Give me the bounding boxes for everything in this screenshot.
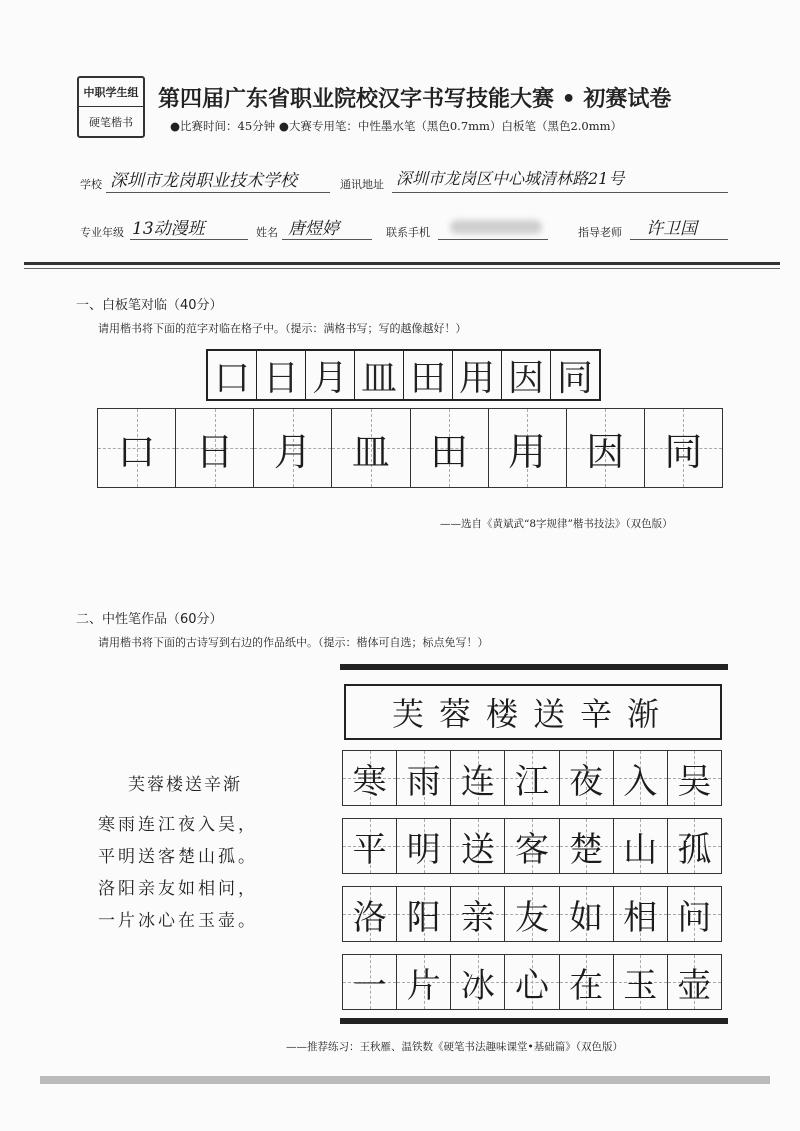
practice-cell: [489, 409, 567, 487]
poem-line: 一片冰心在玉壶。: [98, 911, 258, 931]
artwork-cell: [614, 751, 668, 805]
model-char: 用: [453, 351, 502, 399]
model-char: 日: [257, 351, 306, 399]
poem-line: 洛阳亲友如相问，: [98, 879, 258, 899]
artwork-title-box: [344, 684, 722, 740]
written-char: 壶: [677, 965, 712, 1006]
school-field: [106, 164, 330, 193]
grade-field: [130, 212, 248, 240]
practice-cell: [98, 409, 176, 487]
artwork-grid-row: [342, 818, 722, 874]
model-characters-row: [206, 349, 601, 401]
written-char: 明: [406, 829, 441, 870]
grade-label: 专业年级: [80, 226, 124, 239]
grade-value: 13动漫班: [132, 219, 205, 239]
phone-redacted-blur: [450, 220, 542, 234]
written-char: 同: [664, 429, 703, 474]
artwork-cell: [668, 819, 721, 873]
written-char: 友: [514, 897, 549, 938]
section1-title: 一、白板笔对临（40分）: [76, 298, 223, 313]
written-char: 因: [586, 429, 625, 474]
artwork-cell: [343, 751, 397, 805]
section2-source: ——推荐练习：王秋雁、温铁数《硬笔书法趣味课堂•基础篇》（双色版）: [286, 1041, 623, 1053]
address-label: 通讯地址: [340, 178, 384, 191]
artwork-cell: [397, 819, 451, 873]
written-char: 客: [514, 829, 549, 870]
written-char: 吴: [677, 761, 712, 802]
written-char: 寒: [352, 761, 387, 802]
artwork-cell: [614, 887, 668, 941]
artwork-cell: [560, 955, 614, 1009]
poem-title: 芙蓉楼送辛渐: [128, 775, 242, 795]
written-char: 冰: [460, 965, 495, 1006]
practice-grid-row: [97, 408, 723, 488]
artwork-cell: [560, 819, 614, 873]
header-divider: [24, 262, 780, 265]
practice-cell: [332, 409, 410, 487]
written-char: 孤: [677, 829, 712, 870]
written-char: 江: [514, 761, 549, 802]
artwork-cell: [505, 751, 559, 805]
competition-group-badge: [77, 76, 145, 138]
written-char: 口: [117, 429, 156, 474]
teacher-field: [630, 212, 728, 240]
artwork-cell: [397, 887, 451, 941]
practice-cell: [411, 409, 489, 487]
group-label: 中职学生组: [79, 78, 143, 107]
name-field: [282, 212, 372, 240]
written-char: 送: [460, 829, 495, 870]
written-char: 在: [569, 965, 604, 1006]
exam-rules-subtitle: ●比赛时间：45分钟 ●大赛专用笔：中性墨水笔（黑色0.7mm）白板笔（黑色2.0mm）: [170, 119, 623, 133]
written-char: 皿: [351, 429, 390, 474]
name-value: 唐煜婷: [288, 219, 339, 239]
artwork-cell: [668, 751, 721, 805]
practice-cell: [176, 409, 254, 487]
address-field: [392, 164, 728, 193]
section1-source: ——选自《黄斌武“8字规律”楷书技法》（双色版）: [440, 518, 673, 530]
artwork-cell: [614, 819, 668, 873]
artwork-cell: [614, 955, 668, 1009]
artwork-cell: [505, 955, 559, 1009]
written-char: 日: [195, 429, 234, 474]
artwork-cell: [451, 887, 505, 941]
artwork-cell: [397, 955, 451, 1009]
footer-bar: [40, 1076, 770, 1084]
teacher-value: 许卫国: [646, 219, 697, 239]
written-char: 山: [623, 829, 658, 870]
model-char: 因: [502, 351, 551, 399]
model-char: 口: [208, 351, 257, 399]
model-char: 田: [404, 351, 453, 399]
phone-field: [438, 212, 548, 240]
written-char: 片: [406, 965, 441, 1006]
section2-title: 二、中性笔作品（60分）: [76, 612, 223, 627]
written-char: 心: [514, 965, 549, 1006]
model-char: 同: [556, 357, 593, 399]
artwork-grid-row: [342, 954, 722, 1010]
written-char: 连: [460, 761, 495, 802]
written-char: 入: [623, 761, 658, 802]
phone-label: 联系手机: [386, 226, 430, 239]
artwork-cell: [451, 955, 505, 1009]
written-char: 相: [623, 897, 658, 938]
written-char: 田: [430, 429, 469, 474]
artwork-paper-bottom-bar: [340, 1018, 728, 1024]
style-label: 硬笔楷书: [89, 115, 133, 129]
artwork-grid-row: [342, 750, 722, 806]
written-char: 一: [352, 965, 387, 1006]
header-divider-thin: [24, 268, 780, 269]
written-title: 芙蓉楼送辛渐: [391, 695, 674, 733]
artwork-grid-row: [342, 886, 722, 942]
written-char: 洛: [352, 897, 387, 938]
written-char: 月: [273, 429, 312, 474]
model-char: 皿: [355, 351, 404, 399]
school-label: 学校: [80, 178, 102, 191]
artwork-cell: [397, 751, 451, 805]
artwork-cell: [560, 887, 614, 941]
name-label: 姓名: [256, 226, 278, 239]
written-char: 如: [569, 897, 604, 938]
practice-cell: [254, 409, 332, 487]
practice-cell: [645, 409, 722, 487]
section2-instruction: 请用楷书将下面的古诗写到右边的作品纸中。（提示：楷体可自选；标点免写！）: [98, 636, 489, 649]
artwork-cell: [451, 751, 505, 805]
written-char: 平: [352, 829, 387, 870]
poem-line: 寒雨连江夜入吴，: [98, 815, 258, 835]
section1-instruction: 请用楷书将下面的范字对临在格子中。（提示：满格书写；写的越像越好！）: [98, 322, 467, 335]
address-value: 深圳市龙岗区中心城清林路21号: [396, 169, 625, 188]
written-char: 玉: [623, 965, 658, 1006]
written-char: 亲: [460, 897, 495, 938]
school-value: 深圳市龙岗职业技术学校: [110, 171, 297, 191]
artwork-cell: [668, 887, 721, 941]
written-char: 用: [508, 429, 547, 474]
artwork-cell: [668, 955, 721, 1009]
artwork-cell: [505, 887, 559, 941]
artwork-cell: [343, 887, 397, 941]
artwork-cell: [560, 751, 614, 805]
artwork-cell: [451, 819, 505, 873]
artwork-cell: [505, 819, 559, 873]
written-char: 问: [677, 897, 712, 938]
written-char: 阳: [406, 897, 441, 938]
teacher-label: 指导老师: [578, 226, 622, 239]
written-char: 楚: [569, 829, 604, 870]
written-char: 雨: [406, 761, 441, 802]
artwork-paper-top-bar: [340, 664, 728, 670]
poem-line: 平明送客楚山孤。: [98, 847, 258, 867]
page-title: 第四届广东省职业院校汉字书写技能大赛 • 初赛试卷: [158, 87, 672, 112]
practice-cell: [567, 409, 645, 487]
artwork-cell: [343, 819, 397, 873]
artwork-cell: [343, 955, 397, 1009]
model-char: 月: [306, 351, 355, 399]
written-char: 夜: [569, 761, 604, 802]
